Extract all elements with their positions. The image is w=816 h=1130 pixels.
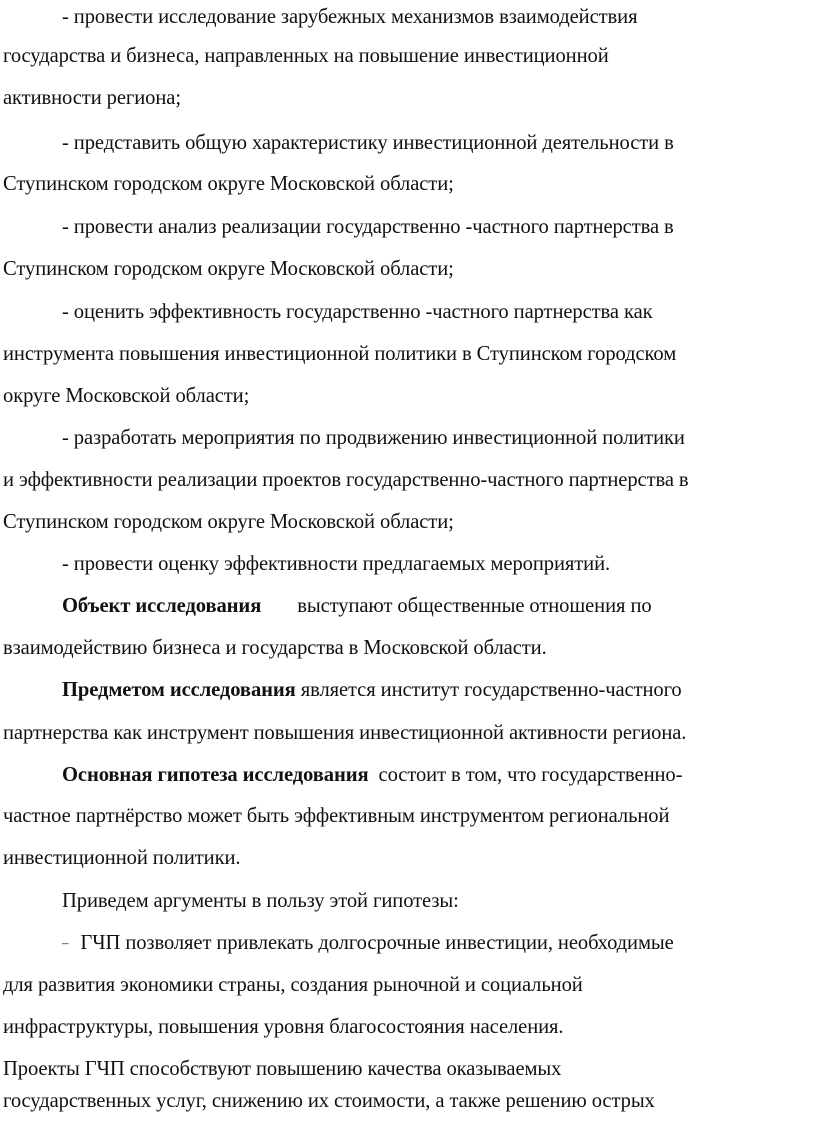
text-line xyxy=(62,299,653,325)
text-line xyxy=(62,677,682,703)
line-text: государственных услуг, снижению их стоимости, а также решению острых xyxy=(3,1090,655,1112)
text-line xyxy=(62,214,674,240)
line-text: - провести анализ реализации государственно -частного партнерства в xyxy=(62,216,674,238)
text-line xyxy=(3,467,689,493)
text-line xyxy=(3,509,454,535)
line-text: - оценить эффективность государственно -частного партнерства как xyxy=(62,301,653,323)
line-text: состоит в том, что государственно- xyxy=(378,764,683,786)
text-line xyxy=(3,383,249,409)
text-line xyxy=(62,930,674,956)
line-text: государства и бизнеса, направленных на повышение инвестиционной xyxy=(3,45,609,67)
text-line xyxy=(3,256,454,282)
line-text: Ступинском городском округе Московской области; xyxy=(3,258,454,280)
text-line xyxy=(3,720,686,746)
text-line xyxy=(62,4,637,30)
line-text: инфраструктуры, повышения уровня благосостояния населения. xyxy=(3,1016,564,1038)
line-text: Ступинском городском округе Московской области; xyxy=(3,173,454,195)
line-text: - провести оценку эффективности предлагаемых мероприятий. xyxy=(62,553,611,575)
line-text: частное партнёрство может быть эффективным инструментом региональной xyxy=(3,805,670,827)
text-line xyxy=(3,972,583,998)
line-text: взаимодействию бизнеса и государства в Московской области. xyxy=(3,637,547,659)
text-line xyxy=(3,845,240,871)
line-text: Приведем аргументы в пользу этой гипотезы: xyxy=(62,890,459,912)
text-line xyxy=(3,1014,563,1040)
line-text: Проекты ГЧП способствуют повышению качества оказываемых xyxy=(3,1058,562,1080)
text-line xyxy=(62,888,459,914)
text-line xyxy=(62,551,610,577)
line-text: - представить общую характеристику инвестиционной деятельности в xyxy=(62,132,674,154)
line-text: партнерства как инструмент повышения инвестиционной активности региона. xyxy=(3,722,687,744)
text-line xyxy=(3,1056,561,1082)
line-text: округе Московской области; xyxy=(3,385,250,407)
text-line xyxy=(62,762,682,788)
text-line xyxy=(62,130,674,156)
line-text: - разработать мероприятия по продвижению инвестиционной политики xyxy=(62,427,685,449)
text-line xyxy=(62,593,652,619)
line-text: выступают общественные отношения по xyxy=(297,595,652,617)
text-line xyxy=(3,341,676,367)
line-text: ГЧП позволяет привлекать долгосрочные инвестиции, необходимые xyxy=(80,932,674,954)
bullet-dash: – xyxy=(62,935,69,950)
line-text: является институт государственно-частного xyxy=(300,679,682,701)
text-line xyxy=(62,425,685,451)
line-text: для развития экономики страны, создания рыночной и социальной xyxy=(3,974,583,996)
term-heading: Объект исследования xyxy=(62,595,262,617)
term-heading: Основная гипотеза исследования xyxy=(62,764,369,786)
text-line xyxy=(3,171,454,197)
line-text: инструмента повышения инвестиционной политики в Ступинском городском xyxy=(3,343,677,365)
text-line xyxy=(3,803,669,829)
text-line xyxy=(3,1088,655,1114)
line-text: и эффективности реализации проектов государственно-частного партнерства в xyxy=(3,469,689,491)
text-line xyxy=(3,635,547,661)
text-line xyxy=(3,43,609,69)
term-heading: Предметом исследования xyxy=(62,679,296,701)
line-text: инвестиционной политики. xyxy=(3,847,241,869)
line-text: Ступинском городском округе Московской области; xyxy=(3,511,454,533)
line-text: активности региона; xyxy=(3,87,181,109)
line-text: - провести исследование зарубежных механизмов взаимодействия xyxy=(62,6,638,28)
text-line xyxy=(3,85,181,111)
